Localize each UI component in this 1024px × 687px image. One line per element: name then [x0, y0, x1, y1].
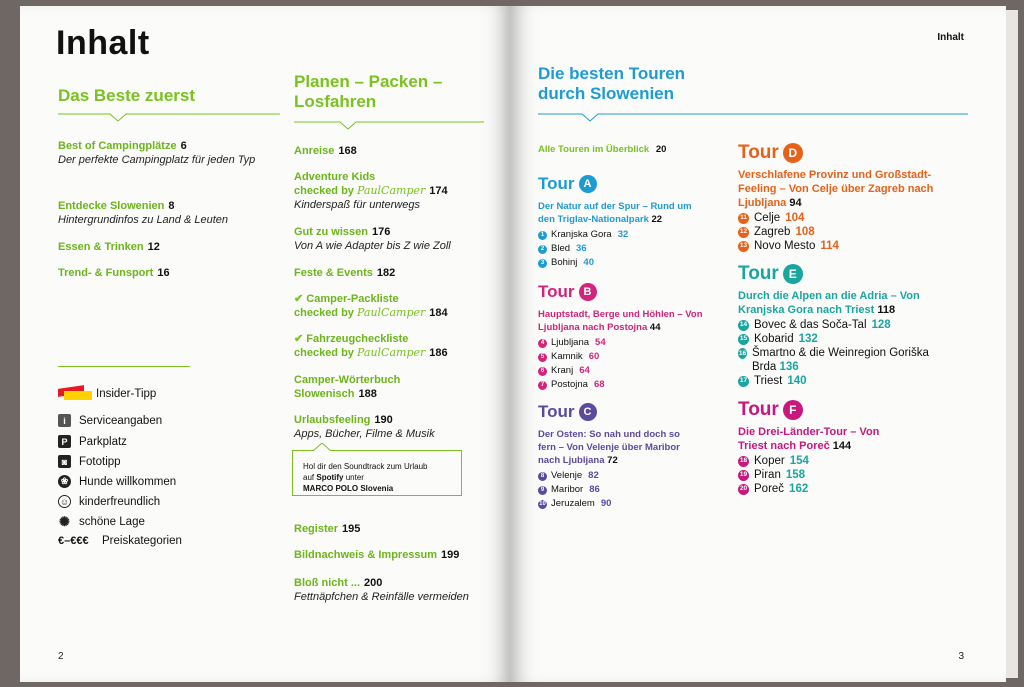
page-title: Inhalt: [56, 24, 150, 62]
page-number: 3: [958, 651, 964, 662]
tour-letter-badge: C: [579, 403, 597, 421]
tour-letter-badge: B: [579, 283, 597, 301]
tour-stop[interactable]: 19 Piran 158: [739, 469, 806, 481]
toc-entry[interactable]: Essen & Trinken 12: [58, 241, 160, 253]
legend-item: P Parkplatz: [58, 435, 127, 448]
tour-stop[interactable]: 20 Poreč 162: [739, 483, 809, 495]
toc-entry[interactable]: Anreise 168: [294, 145, 357, 157]
legend-item: ✺ schöne Lage: [59, 513, 145, 529]
legend-divider: [58, 366, 190, 367]
checkmark-icon: ✔: [294, 333, 304, 345]
tour-stop[interactable]: 12 Zagreb 108: [739, 226, 815, 238]
toc-entry[interactable]: Entdecke Slowenien 8 Hintergrundinfos zu Land & Leuten: [58, 200, 229, 226]
spotify-box[interactable]: Hol dir den Soundtrack zum Urlaub auf Spotify unter MARCO POLO Slovenia: [292, 450, 462, 496]
legend-item: Insider-Tipp: [58, 387, 156, 400]
info-icon: i: [58, 414, 71, 427]
tour-letter-badge: D: [783, 143, 803, 163]
tour-stop[interactable]: 15 Kobarid 132: [739, 333, 818, 345]
tour-c[interactable]: Tour C Der Osten: So nah und doch so fern – Von Velenje über Maribor nach Ljubljana 72 8 Velenje 82 9 Maribor 86 10 Jeruzalem 90: [538, 402, 688, 511]
tour-stop[interactable]: 4 Ljubljana 54: [538, 336, 708, 350]
toc-entry[interactable]: Trend- & Funsport 16: [58, 267, 170, 279]
legend-item: €–€€€ Preiskategorien: [58, 535, 182, 547]
brand-logo: PaulCamper: [356, 184, 426, 197]
insider-tipp-icon: [58, 387, 88, 400]
toc-entry[interactable]: ✔ Camper-Packliste checked by PaulCamper 184: [294, 293, 448, 319]
legend-item: ☺ kinderfreundlich: [59, 495, 161, 508]
tour-stop[interactable]: 1 Kranjska Gora 32: [538, 228, 708, 242]
toc-entry[interactable]: Bildnachweis & Impressum 199: [294, 549, 460, 561]
parking-icon: P: [58, 435, 71, 448]
tour-stop[interactable]: 9 Maribor 86: [538, 483, 688, 497]
section-heading-planen: Planen – Packen – Losfahren: [294, 72, 443, 111]
tour-stop[interactable]: 16 Šmartno & die Weinregion Goriška Brda 136: [738, 347, 929, 373]
euro-icon: €–€€€: [58, 535, 89, 547]
legend-item: i Serviceangaben: [58, 414, 162, 427]
legend-item: ❀ Hunde willkommen: [58, 475, 176, 488]
tour-stop[interactable]: 17 Triest 140: [739, 375, 807, 387]
tour-stop[interactable]: 8 Velenje 82: [538, 469, 688, 483]
paw-icon: ❀: [58, 475, 71, 488]
section-divider: [58, 108, 280, 122]
tour-stop[interactable]: 11 Celje 104: [738, 211, 966, 225]
tour-d[interactable]: Tour D Verschlafene Provinz und Großstadt-Feeling – Von Celje über Zagreb nach Ljubljana 94 11 Celje 104 12 Zagreb 108 13 Novo Mesto 114: [738, 142, 966, 253]
tour-stop[interactable]: 10 Jeruzalem 90: [539, 498, 612, 509]
tour-stop[interactable]: 18 Koper 154: [739, 455, 809, 467]
checkmark-icon: ✔: [294, 293, 304, 305]
legend-item: ◙ Fototipp: [58, 455, 121, 468]
toc-entry-overview[interactable]: Alle Touren im Überblick 20: [538, 144, 667, 155]
toc-entry[interactable]: ✔ Fahrzeugcheckliste checked by PaulCamper 186: [294, 333, 448, 359]
tour-e[interactable]: Tour E Durch die Alpen an die Adria – Von Kranjska Gora nach Triest 118 14 Bovec & das Soča-Tal 128 15 Kobarid 132 16 Šmartno & die Weinregion Goriška Brda 136 17 Triest 140: [738, 263, 966, 388]
sun-icon: ✺: [59, 513, 70, 529]
tour-letter-badge: E: [783, 264, 803, 284]
toc-entry[interactable]: Best of Campingplätze 6 Der perfekte Campingplatz für jeden Typ: [58, 140, 256, 166]
section-heading-touren: Die besten Touren durch Slowenien: [538, 64, 686, 103]
section-divider: [538, 108, 968, 122]
page-number: 2: [58, 651, 64, 662]
tour-f[interactable]: Tour F Die Drei-Länder-Tour – Von Triest nach Poreč 144 18 Koper 154 19 Piran 158 20 Poreč 162: [738, 399, 966, 496]
camera-icon: ◙: [58, 455, 71, 468]
tour-letter-badge: A: [579, 175, 597, 193]
toc-entry[interactable]: Gut zu wissen 176 Von A wie Adapter bis Z wie Zoll: [294, 226, 451, 252]
tour-stop[interactable]: 5 Kamnik 60: [538, 350, 708, 364]
section-heading-best: Das Beste zuerst: [58, 86, 196, 105]
right-page: [510, 6, 1006, 682]
toc-entry[interactable]: Camper-Wörterbuch Slowenisch 188: [294, 374, 401, 400]
section-divider: [294, 116, 484, 130]
tour-stop[interactable]: 2 Bled 36: [538, 242, 708, 256]
tour-stop[interactable]: 6 Kranj 64: [538, 364, 708, 378]
book-page-edges: [1004, 10, 1018, 678]
toc-entry[interactable]: Feste & Events 182: [294, 267, 396, 279]
tour-letter-badge: F: [783, 400, 803, 420]
left-page: [20, 6, 510, 682]
toc-entry[interactable]: Adventure Kids checked by PaulCamper 174 Kinderspaß für unterwegs: [294, 171, 448, 211]
tour-stop[interactable]: 3 Bohinj 40: [538, 256, 708, 270]
child-icon: ☺: [59, 496, 70, 507]
toc-entry[interactable]: Register 195: [294, 523, 361, 535]
tour-stop[interactable]: 13 Novo Mesto 114: [739, 240, 839, 252]
tour-stop[interactable]: 14 Bovec & das Soča-Tal 128: [739, 319, 891, 331]
tour-stop[interactable]: 7 Postojna 68: [538, 378, 708, 392]
running-header: Inhalt: [937, 32, 964, 43]
toc-entry[interactable]: Bloß nicht ... 200 Fettnäpfchen & Reinfälle vermeiden: [294, 577, 469, 603]
toc-entry[interactable]: Urlaubsfeeling 190 Apps, Bücher, Filme & Musik: [294, 414, 435, 440]
tour-a[interactable]: Tour A Der Natur auf der Spur – Rund um den Triglav-Nationalpark 22 1 Kranjska Gora 32 2 Bled 36 3 Bohinj 40: [538, 174, 708, 270]
tour-b[interactable]: Tour B Hauptstadt, Berge und Höhlen – Von Ljubljana nach Postojna 44 4 Ljubljana 54 5 Kamnik 60 6 Kranj 64 7 Postojna 68: [538, 282, 708, 392]
